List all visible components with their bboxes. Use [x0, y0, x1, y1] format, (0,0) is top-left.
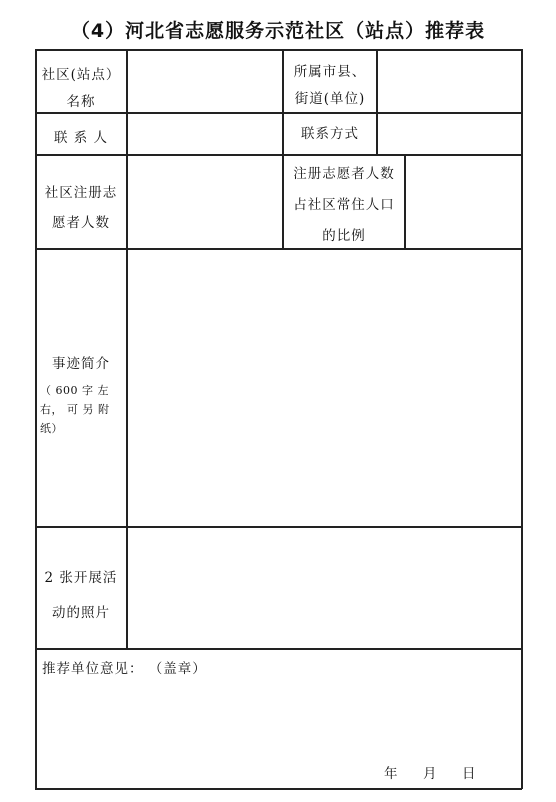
contact-method-field[interactable] [378, 114, 520, 153]
activity-photos-label: 2 张开展活 动的照片 [44, 570, 118, 621]
volunteer-ratio-label: 注册志愿者人数 占社区常住人口 的比例 [293, 166, 395, 244]
city-county-field[interactable] [378, 51, 520, 111]
table-border-left [35, 49, 37, 789]
table-border-bottom [35, 788, 522, 790]
volunteer-ratio-field[interactable] [406, 156, 520, 247]
form-title: （4）河北省志愿服务示范社区（站点）推荐表 [70, 20, 486, 42]
date-month: 月 [423, 766, 438, 782]
deeds-label: 事迹简介 [52, 356, 110, 372]
community-name-label: 社区(站点） 名称 [41, 67, 121, 110]
deeds-field[interactable] [128, 250, 520, 525]
recommendation-opinion-field[interactable] [37, 680, 520, 760]
community-name-field[interactable] [128, 51, 281, 111]
date-day: 日 [462, 766, 477, 782]
city-county-label: 所属市县、 街道(单位) [293, 64, 367, 107]
registered-volunteers-label: 社区注册志 愿者人数 [44, 185, 118, 231]
date-year: 年 [384, 766, 399, 782]
contact-person-field[interactable] [128, 114, 281, 153]
contact-method-label: 联系方式 [301, 126, 359, 142]
activity-photos-field[interactable] [128, 528, 520, 647]
registered-volunteers-field[interactable] [128, 156, 281, 247]
recommendation-opinion-label: 推荐单位意见： （盖章） [42, 661, 207, 677]
deeds-length-note: （ 600 字 左 右， 可 另 附 纸） [40, 384, 110, 435]
table-border-right [521, 49, 523, 789]
row-divider [35, 648, 522, 650]
contact-person-label: 联 系 人 [53, 130, 109, 146]
